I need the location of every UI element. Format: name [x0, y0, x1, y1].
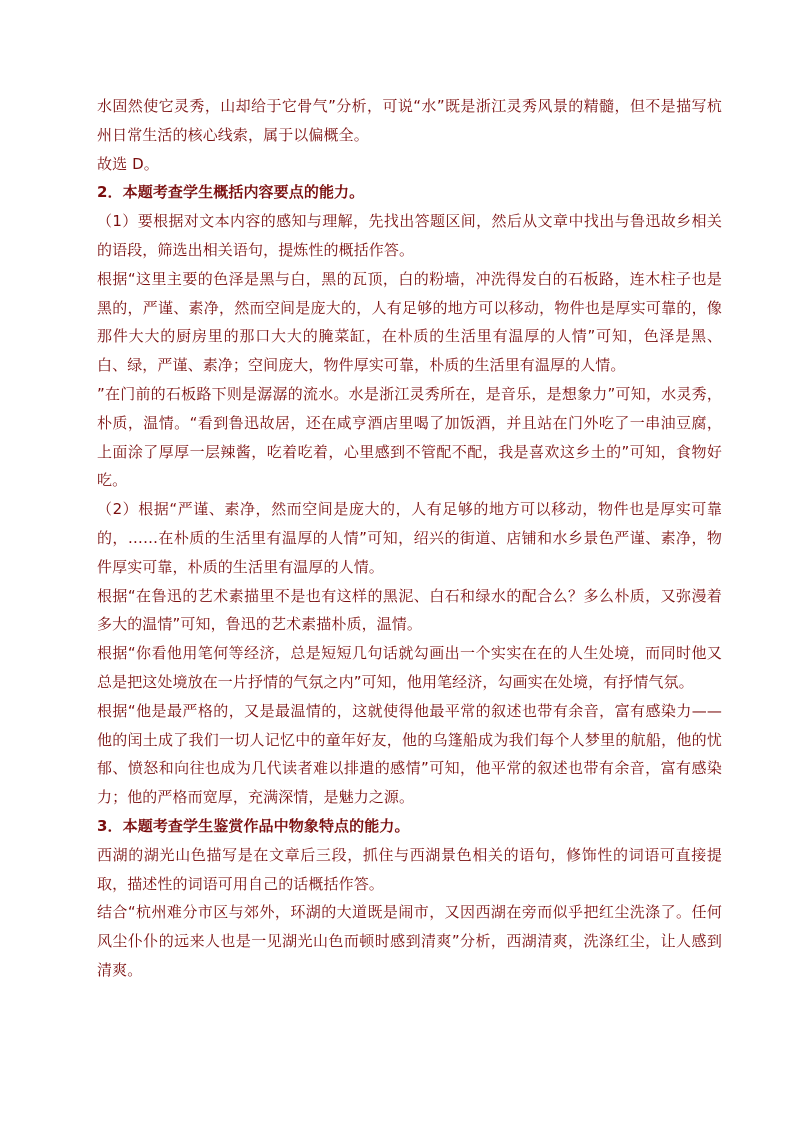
- paragraph-q3-method: 西湖的湖光山色描写是在文章后三段，抓住与西湖景色相关的语句，修饰性的词语可直接提取，描述性的词语可用自己的话概括作答。: [97, 845, 722, 893]
- paragraph-q2-water-food: ”在门前的石板路下则是潺潺的流水。水是浙江灵秀所在，是音乐，是想象力”可知，水灵秀，朴质，温情。“看到鲁迅故居，还在咸亨酒店里喝了加饭酒，并且站在门外吃了一串油豆腐，上面涂了厚厚一层辣酱，吃着吃着，心里感到不管配不配，我是喜欢这乡土的”可知，食物好吃。: [97, 384, 722, 490]
- paragraph-q2-part1-method: （1）要根据对文本内容的感知与理解，先找出答题区间，然后从文章中找出与鲁迅故乡相关的语段，筛选出相关语句，提炼性的概括作答。: [97, 212, 722, 259]
- paragraph-q2-strict-warm: 根据“他是最严格的，又是最温情的，这就使得他最平常的叙述也带有余音，富有感染力——他的闰土成了我们一切人记忆中的童年好友，他的乌篷船成为我们每个人梦里的航船，他的忧郁、愤怒和向往也成为几代读者难以排遣的感情”可知，他平常的叙述也带有余音，富有感染力；他的严格而宽厚，充满深情，是魅力之源。: [97, 701, 722, 807]
- paragraph-answer: 故选 D。: [97, 154, 159, 173]
- paragraph-q2-sketch: 根据“在鲁迅的艺术素描里不是也有这样的黑泥、白石和绿水的配合么？多么朴质，又弥漫着多大的温情”可知，鲁迅的艺术素描朴质，温情。: [97, 586, 722, 634]
- answer-explanation-page: [97, 92, 722, 985]
- paragraph-1: 水固然使它灵秀，山却给于它骨气”分析，可说“水”既是浙江灵秀风景的精髓，但不是描写杭州日常生活的核心线索，属于以偏概全。: [97, 97, 722, 144]
- paragraph-q3-west-lake: 结合“杭州难分市区与郊外，环湖的大道既是闹市，又因西湖在旁而似乎把红尘洗涤了。任何风尘仆仆的远来人也是一见湖光山色而顿时感到清爽”分析，西湖清爽，洗涤红尘，让人感到清爽。: [97, 903, 722, 979]
- question-3-heading: 3．本题考查学生鉴赏作品中物象特点的能力。: [97, 816, 410, 835]
- question-2-heading: 2．本题考查学生概括内容要点的能力。: [97, 183, 365, 202]
- paragraph-q2-colors: 根据“这里主要的色泽是黑与白，黑的瓦顶，白的粉墙，冲洗得发白的石板路，连木柱子也是黑的，严谨、素净，然而空间是庞大的，人有足够的地方可以移动，物件也是厚实可靠的，像那件大大的厨房里的那口大大的腌菜缸，在朴质的生活里有温厚的人情”可知，色泽是黑、白、绿，严谨、素净；空间庞大，物件厚实可靠，朴质的生活里有温厚的人情。: [97, 269, 722, 375]
- paragraph-q2-brush: 根据“你看他用笔何等经济，总是短短几句话就勾画出一个实实在在的人生处境，而同时他又总是把这处境放在一片抒情的气氛之内”可知，他用笔经济，勾画实在处境，有抒情气氛。: [97, 644, 722, 691]
- paragraph-q2-part2: （2）根据“严谨、素净，然而空间是庞大的，人有足够的地方可以移动，物件也是厚实可靠的，……在朴质的生活里有温厚的人情”可知，绍兴的街道、店铺和水乡景色严谨、素净，物件厚实可靠，朴质的生活里有温厚的人情。: [97, 500, 722, 576]
